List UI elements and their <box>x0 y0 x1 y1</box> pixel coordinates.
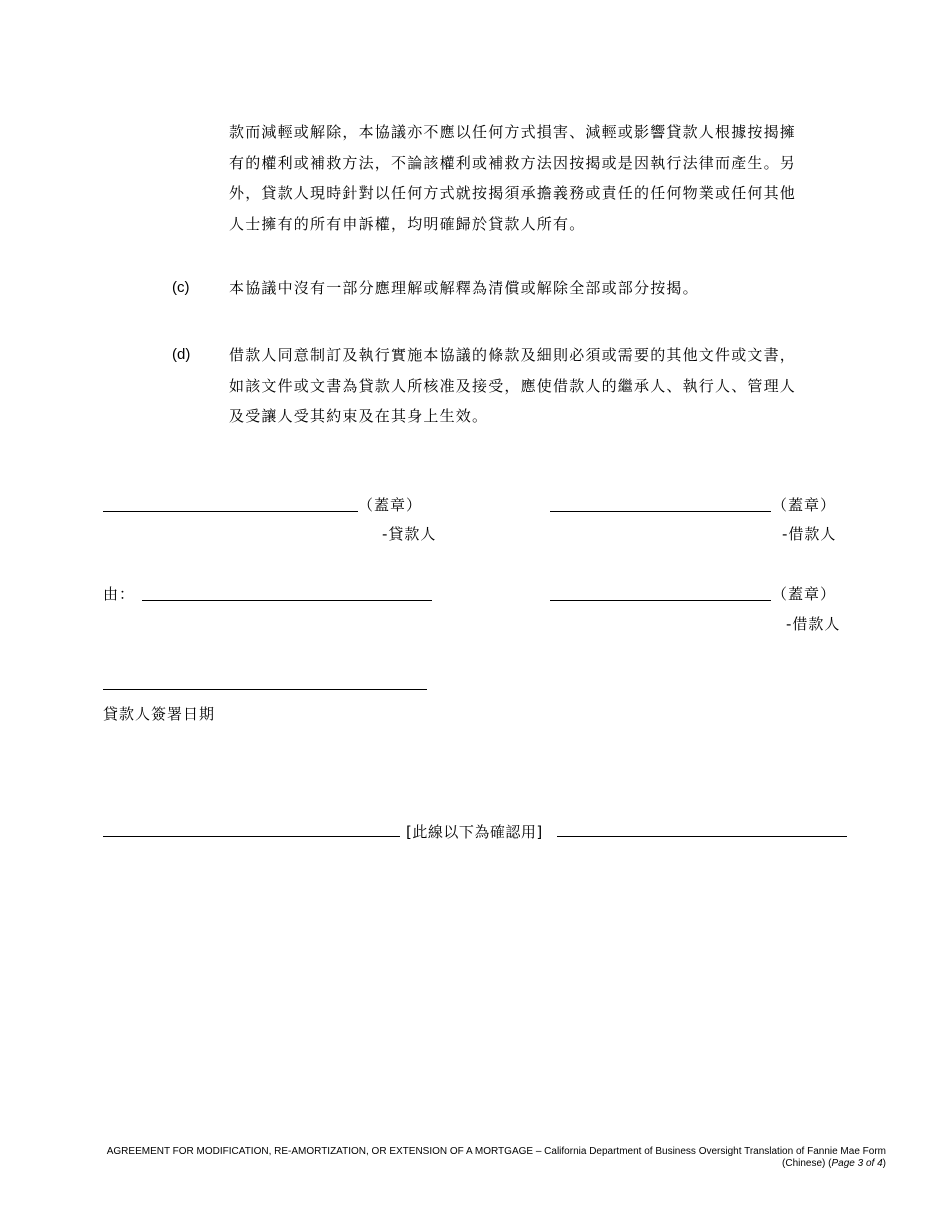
paragraph-line: 借款人同意制訂及執行實施本協議的條款及細則必須或需要的其他文件或文書， <box>229 346 797 364</box>
paragraph-line: 外，貸款人現時針對以任何方式就按揭須承擔義務或責任的任何物業或任何其他 <box>229 184 797 202</box>
clause-c-label: (c) <box>172 279 190 296</box>
borrower-seal-label-2: （蓋章） <box>772 585 837 603</box>
paragraph-line: 本協議中沒有一部分應理解或解釋為清償或解除全部或部分按揭。 <box>229 279 699 297</box>
footer-prefix: (Chinese) ( <box>782 1158 832 1169</box>
by-label: 由： <box>103 585 136 603</box>
clause-d-label: (d) <box>172 346 191 363</box>
footer-line-2 <box>107 1158 886 1170</box>
clause-c-text <box>229 273 844 304</box>
borrower-signature-line-2[interactable] <box>550 600 771 601</box>
lender-seal-label: （蓋章） <box>358 496 423 514</box>
borrower-role-label-2: -借款人 <box>786 615 841 633</box>
borrower-role-label-1: -借款人 <box>782 525 837 543</box>
paragraph-line: 人士擁有的所有申訴權，均明確歸於貸款人所有。 <box>229 214 586 233</box>
paragraph-line: 款而減輕或解除，本協議亦不應以任何方式損害、減輕或影響貸款人根據按揭擁 <box>229 123 797 141</box>
divider-line-right <box>557 836 847 837</box>
footer-suffix: ) <box>882 1158 886 1169</box>
borrower-signature-line-1[interactable] <box>550 511 771 512</box>
paragraph-continued <box>229 117 844 239</box>
lender-sign-date-line[interactable] <box>103 689 427 690</box>
paragraph-line: 及受讓人受其約束及在其身上生效。 <box>229 407 489 425</box>
paragraph-line: 如該文件或文書為貸款人所核准及接受，應使借款人的繼承人、執行人、管理人 <box>229 376 797 395</box>
page-footer <box>107 1146 886 1170</box>
footer-line-1: AGREEMENT FOR MODIFICATION, RE-AMORTIZATION, OR EXTENSION OF A MORTGAGE – California Department of Business Oversight Translation of Fannie Mae Form <box>106 1146 886 1157</box>
by-signature-line[interactable] <box>142 600 432 601</box>
divider-line-left <box>103 836 400 837</box>
borrower-seal-label-1: （蓋章） <box>772 496 837 514</box>
lender-sign-date-label: 貸款人簽署日期 <box>103 705 216 723</box>
lender-role-label: -貸款人 <box>382 525 437 543</box>
paragraph-line: 有的權利或補救方法，不論該權利或補救方法因按揭或是因執行法律而產生。另 <box>229 153 797 172</box>
clause-d-text <box>229 340 844 432</box>
lender-signature-line[interactable] <box>103 511 358 512</box>
page-number: Page 3 of 4 <box>831 1158 883 1169</box>
divider-label: [此線以下為確認用] <box>406 823 543 841</box>
